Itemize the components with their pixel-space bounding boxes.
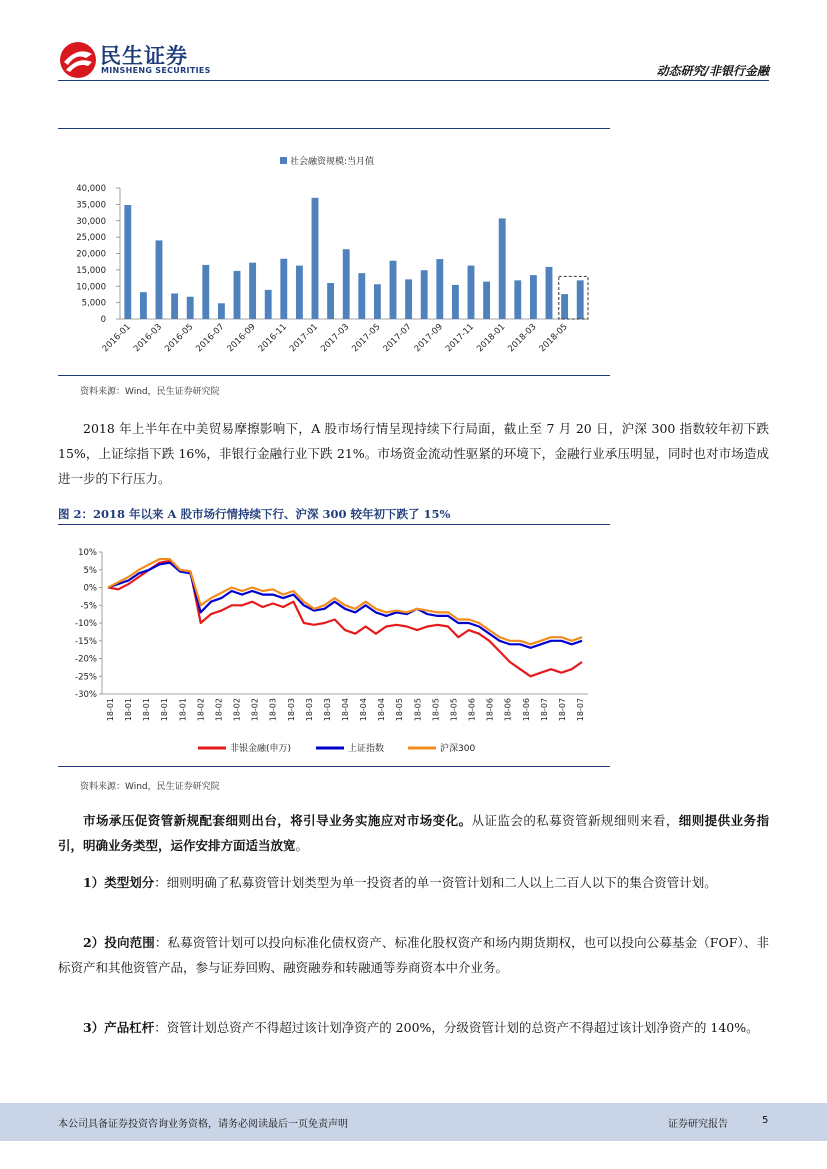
x-tick-label: 18-01 <box>124 698 134 722</box>
bar <box>202 265 209 319</box>
figure1-bottom-rule <box>58 375 610 376</box>
bar-chart <box>58 148 610 370</box>
header-category: 动态研究/非银行金融 <box>656 64 769 78</box>
y-tick-label: 25,000 <box>76 233 106 244</box>
y-tick-label: 0 <box>100 315 106 325</box>
header-divider <box>58 80 769 81</box>
page-number: 5 <box>762 1115 769 1126</box>
x-tick-label: 18-03 <box>304 698 314 722</box>
list-item-leverage <box>58 1015 769 1040</box>
x-tick-label: 2016-07 <box>194 322 227 355</box>
legend-label: 非银金融(申万) <box>230 744 292 754</box>
y-tick-label: 10,000 <box>76 282 106 293</box>
legend-label: 社会融资规模:当月值 <box>290 157 375 167</box>
y-tick-label: -10% <box>75 619 97 629</box>
x-tick-label: 2016-05 <box>163 322 196 355</box>
bar <box>452 285 459 319</box>
logo-icon <box>58 40 98 80</box>
series-line <box>108 561 582 676</box>
bar <box>187 297 194 319</box>
bar <box>561 294 568 319</box>
bar <box>483 282 490 319</box>
x-tick-label: 2016-09 <box>225 322 258 355</box>
x-tick-label: 18-03 <box>286 698 296 722</box>
body-paragraph-2 <box>58 808 769 858</box>
x-tick-label: 18-02 <box>250 698 260 722</box>
bar <box>499 218 506 319</box>
bar <box>156 240 163 319</box>
x-tick-label: 18-01 <box>178 698 188 722</box>
bar <box>514 280 521 319</box>
legend-swatch <box>280 157 287 164</box>
bar <box>577 280 584 319</box>
x-tick-label: 2016-03 <box>131 322 165 355</box>
x-tick-label: 2018-01 <box>475 322 508 355</box>
y-tick-label: 30,000 <box>76 216 106 227</box>
bar <box>280 259 287 319</box>
bar <box>436 259 443 319</box>
para2-end: 。 <box>295 838 309 853</box>
x-tick-label: 18-02 <box>214 698 224 722</box>
bar <box>546 267 553 319</box>
x-tick-label: 2017-05 <box>350 322 383 355</box>
x-tick-label: 2018-05 <box>537 322 570 355</box>
item-label: 2）投向范围 <box>83 935 155 950</box>
legend-label: 沪深300 <box>440 744 476 754</box>
x-tick-label: 18-02 <box>196 698 206 722</box>
x-tick-label: 18-01 <box>142 698 152 722</box>
y-tick-label: -5% <box>80 601 97 612</box>
footer-report-label: 证券研究报告 <box>668 1119 728 1130</box>
bar <box>312 198 319 319</box>
item-text: ：资管计划总资产不得超过该计划净资产的 200%，分级资管计划的总资产不得超过该计划净资产的 140%。 <box>154 1020 759 1035</box>
x-tick-label: 18-05 <box>449 698 459 722</box>
x-tick-label: 18-01 <box>160 698 170 722</box>
list-item-scope <box>58 930 769 980</box>
x-tick-label: 18-03 <box>268 698 278 722</box>
figure2-source: 资料来源：Wind，民生证券研究院 <box>80 782 220 792</box>
bar <box>530 275 537 319</box>
x-tick-label: 2017-11 <box>443 322 477 355</box>
body-paragraph: 2018 年上半年在中美贸易摩擦影响下，A 股市场行情呈现持续下行局面，截止至 7 月 20 日，沪深 300 指数较年初下跌 15%，上证综指下跌 16%，非银行金融行业下跌 21%。市场资金流动性驱紧的环境下，金融行业承压明显，同时也对市场造成进一步的下行压力。 <box>58 421 769 486</box>
y-tick-label: 5,000 <box>81 298 106 309</box>
x-tick-label: 18-07 <box>557 698 567 722</box>
para2-text: 从证监会的私募资管新规细则来看， <box>471 813 679 828</box>
y-tick-label: -25% <box>75 672 97 683</box>
bar <box>218 303 225 319</box>
figure2-title: 图 2：2018 年以来 A 股市场行情持续下行、沪深 300 较年初下跌了 15% <box>58 507 451 521</box>
bar <box>234 271 241 319</box>
x-tick-label: 18-06 <box>503 698 513 722</box>
y-tick-label: 35,000 <box>76 200 106 211</box>
y-tick-label: 20,000 <box>76 249 106 260</box>
y-tick-label: 5% <box>83 565 97 576</box>
bar <box>265 290 272 319</box>
x-tick-label: 18-05 <box>431 698 441 722</box>
para2-bold-emphasis: 细则提供业务指引，明确业务类型，运作安排方面适当放宽 <box>58 813 769 853</box>
x-tick-label: 18-07 <box>539 698 549 722</box>
y-tick-label: -30% <box>75 690 97 700</box>
bar <box>171 293 178 319</box>
x-tick-label: 18-02 <box>232 698 242 722</box>
item-label: 1）类型划分 <box>83 875 155 890</box>
x-tick-label: 18-06 <box>485 698 495 722</box>
x-tick-label: 2017-07 <box>381 322 414 355</box>
x-tick-label: 2017-03 <box>319 322 352 355</box>
legend-label: 上证指数 <box>348 744 385 754</box>
x-tick-label: 2016-01 <box>100 322 133 355</box>
x-tick-label: 2017-01 <box>287 322 321 355</box>
x-tick-label: 18-04 <box>359 698 369 722</box>
bar <box>249 263 256 319</box>
item-label: 3）产品杠杆 <box>83 1020 155 1035</box>
figure2-top-rule <box>58 524 610 525</box>
bar <box>468 266 475 319</box>
x-tick-label: 18-01 <box>106 698 115 722</box>
footer-disclaimer: 本公司具备证券投资咨询业务资格，请务必阅读最后一页免责声明 <box>58 1119 348 1130</box>
x-tick-label: 2017-09 <box>412 322 445 355</box>
bar <box>140 292 147 319</box>
bar <box>124 205 131 319</box>
figure1-source: 资料来源：Wind，民生证券研究院 <box>80 387 220 397</box>
bar <box>390 261 397 319</box>
logo-subtitle: MINSHENG SECURITIES <box>101 66 211 75</box>
logo-text: 民生证券 <box>100 44 188 68</box>
item-text: ：私募资管计划可以投向标准化债权资产、标准化股权资产和场内期货期权，也可以投向公募基金（FOF）、非标资产和其他资管产品，参与证券回购、融资融券和转融通等券商资本中介业务。 <box>58 935 769 975</box>
x-tick-label: 18-05 <box>413 698 423 722</box>
figure1-top-rule <box>58 128 610 129</box>
figure2-bottom-rule <box>58 766 610 767</box>
y-tick-label: 10% <box>78 548 97 558</box>
bar <box>374 284 381 319</box>
y-tick-label: -20% <box>75 654 97 665</box>
bar <box>358 273 365 319</box>
item-text: ：细则明确了私募资管计划类型为单一投资者的单一资管计划和二人以上二百人以下的集合资管计划。 <box>154 875 717 890</box>
x-tick-label: 18-05 <box>395 698 405 722</box>
x-tick-label: 2016-11 <box>256 322 289 355</box>
bar <box>343 249 350 319</box>
x-tick-label: 18-07 <box>576 698 585 722</box>
bar <box>421 270 428 319</box>
y-tick-label: -15% <box>75 636 97 647</box>
para2-bold-lead: 市场承压促资管新规配套细则出台，将引导业务实施应对市场变化。 <box>83 813 472 828</box>
bar <box>296 266 303 319</box>
x-tick-label: 18-04 <box>377 698 387 722</box>
x-tick-label: 18-04 <box>341 698 350 722</box>
y-tick-label: 40,000 <box>76 184 106 194</box>
y-tick-label: 15,000 <box>76 265 106 276</box>
x-tick-label: 2018-03 <box>506 322 539 355</box>
line-chart <box>58 540 610 762</box>
x-tick-label: 18-06 <box>521 698 531 722</box>
bar <box>405 279 412 319</box>
x-tick-label: 18-06 <box>467 698 477 722</box>
x-tick-label: 18-03 <box>322 698 332 722</box>
bar <box>327 283 334 319</box>
list-item-type <box>58 870 769 895</box>
y-tick-label: 0% <box>83 583 97 594</box>
